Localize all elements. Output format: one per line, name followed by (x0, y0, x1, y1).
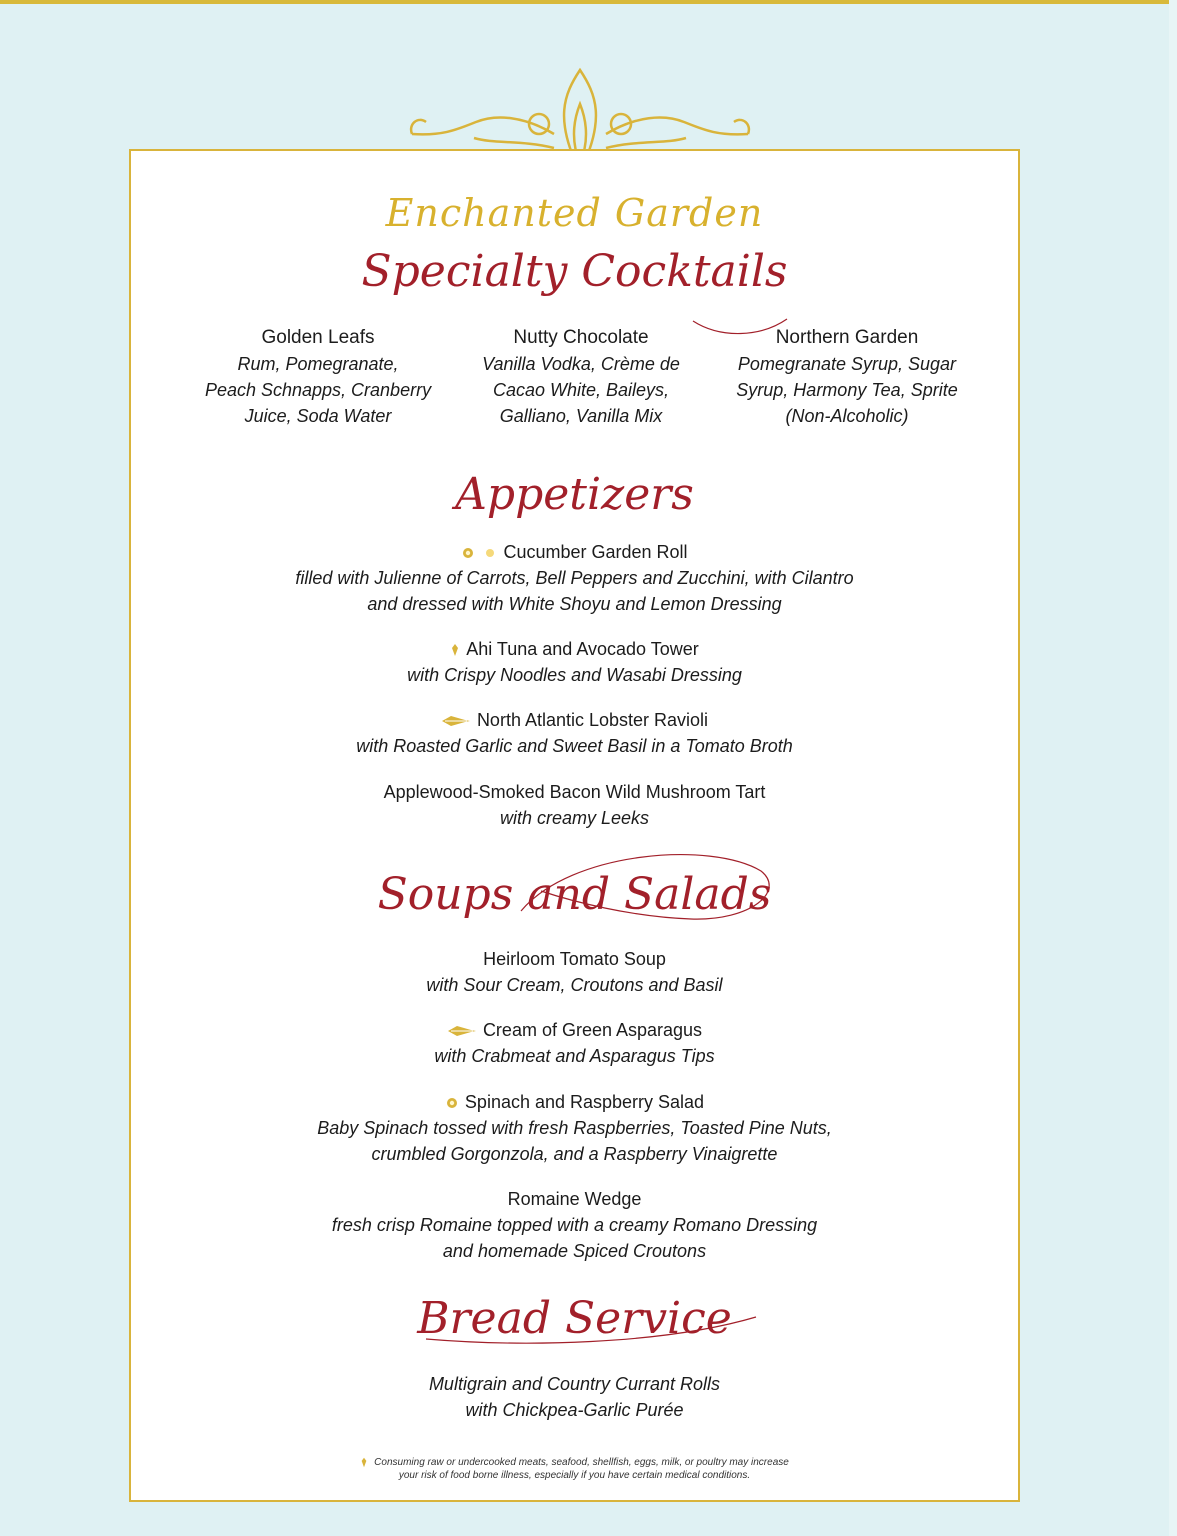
cocktail-name: Nutty Chocolate (513, 327, 649, 348)
cocktail-desc-line: Juice, Soda Water (244, 406, 392, 426)
menu-item-desc-line: with Roasted Garlic and Sweet Basil in a Tomato Broth (356, 736, 793, 756)
section-title-cocktails: Specialty Cocktails (361, 246, 788, 297)
section-title-appetizers: Appetizers (455, 469, 694, 520)
menu-item-desc-line: Baby Spinach tossed with fresh Raspberries, Toasted Pine Nuts, (317, 1118, 832, 1138)
cocktail-desc-line: Syrup, Harmony Tea, Sprite (736, 380, 958, 400)
cocktail-desc-line: Galliano, Vanilla Mix (499, 406, 663, 426)
menu-item-desc-line: with creamy Leeks (499, 808, 650, 828)
footnote-line: your risk of food borne illness, especially if you have certain medical conditions. (398, 1470, 751, 1481)
cocktail-item (456, 325, 706, 429)
menu-item-desc-line: with Sour Cream, Croutons and Basil (426, 975, 723, 995)
bread-desc-line: with Chickpea-Garlic Purée (465, 1400, 684, 1420)
menu-item-name: Applewood-Smoked Bacon Wild Mushroom Tart (383, 782, 766, 802)
vegetarian-icon (445, 1096, 459, 1110)
sun-icon (483, 546, 497, 560)
menu-item-name: Cucumber Garden Roll (503, 542, 688, 562)
raw-food-advisory-icon (450, 643, 460, 657)
menu-item (131, 539, 1018, 617)
menu-item-name: Ahi Tuna and Avocado Tower (466, 639, 699, 659)
menu-item (131, 707, 1018, 759)
signature-dish-icon (441, 715, 471, 727)
food-safety-footnote (131, 1456, 1018, 1482)
menu-item (131, 779, 1018, 831)
cocktail-desc-line: Pomegranate Syrup, Sugar (737, 354, 957, 374)
menu-item-name: Spinach and Raspberry Salad (464, 1092, 705, 1112)
section-title-soups-and-salads: Soups and Salads (377, 869, 772, 920)
cocktail-desc-line: Rum, Pomegranate, (237, 354, 399, 374)
cocktail-item (722, 325, 972, 429)
cocktail-desc-line: (Non-Alcoholic) (785, 406, 909, 426)
menu-item-name: North Atlantic Lobster Ravioli (476, 710, 709, 730)
cocktail-desc-line: Peach Schnapps, Cranberry (204, 380, 432, 400)
raw-food-advisory-icon (360, 1457, 368, 1468)
menu-item-name: Heirloom Tomato Soup (483, 949, 666, 969)
top-gold-rule (0, 0, 1177, 4)
menu-item (131, 1017, 1018, 1069)
menu-item (131, 1186, 1018, 1264)
menu-item-desc-line: with Crabmeat and Asparagus Tips (434, 1046, 715, 1066)
menu-item-desc-line: with Crispy Noodles and Wasabi Dressing (407, 665, 742, 685)
menu-item (131, 946, 1018, 998)
menu-item-desc-line: and homemade Spiced Croutons (442, 1241, 707, 1261)
menu-item-desc-line: fresh crisp Romaine topped with a creamy Romano Dressing (331, 1215, 818, 1235)
bread-desc-line: Multigrain and Country Currant Rolls (428, 1374, 721, 1394)
cocktail-desc-line: Vanilla Vodka, Crème de (482, 354, 680, 374)
footnote-line: Consuming raw or undercooked meats, seafood, shellfish, eggs, milk, or poultry may increase (374, 1457, 789, 1468)
cocktail-name: Golden Leafs (261, 327, 375, 348)
cocktail-name: Northern Garden (775, 327, 919, 348)
menu-card (129, 149, 1020, 1502)
menu-item-desc-line: filled with Julienne of Carrots, Bell Peppers and Zucchini, with Cilantro (295, 568, 854, 588)
signature-dish-icon (447, 1025, 477, 1037)
cocktail-desc-line: Cacao White, Baileys, (492, 380, 670, 400)
menu-item-desc-line: crumbled Gorgonzola, and a Raspberry Vinaigrette (371, 1144, 778, 1164)
page-edge (1169, 0, 1177, 1536)
venue-title: Enchanted Garden (385, 191, 764, 235)
menu-item (131, 1089, 1018, 1167)
menu-item-name: Cream of Green Asparagus (482, 1020, 703, 1040)
section-title-bread-service: Bread Service (417, 1293, 732, 1344)
menu-item (131, 636, 1018, 688)
menu-item-name: Romaine Wedge (507, 1189, 642, 1209)
bread-service-item (131, 1371, 1018, 1423)
vegetarian-icon (461, 546, 477, 560)
cocktail-item (193, 325, 443, 429)
menu-item-desc-line: and dressed with White Shoyu and Lemon Dressing (367, 594, 782, 614)
